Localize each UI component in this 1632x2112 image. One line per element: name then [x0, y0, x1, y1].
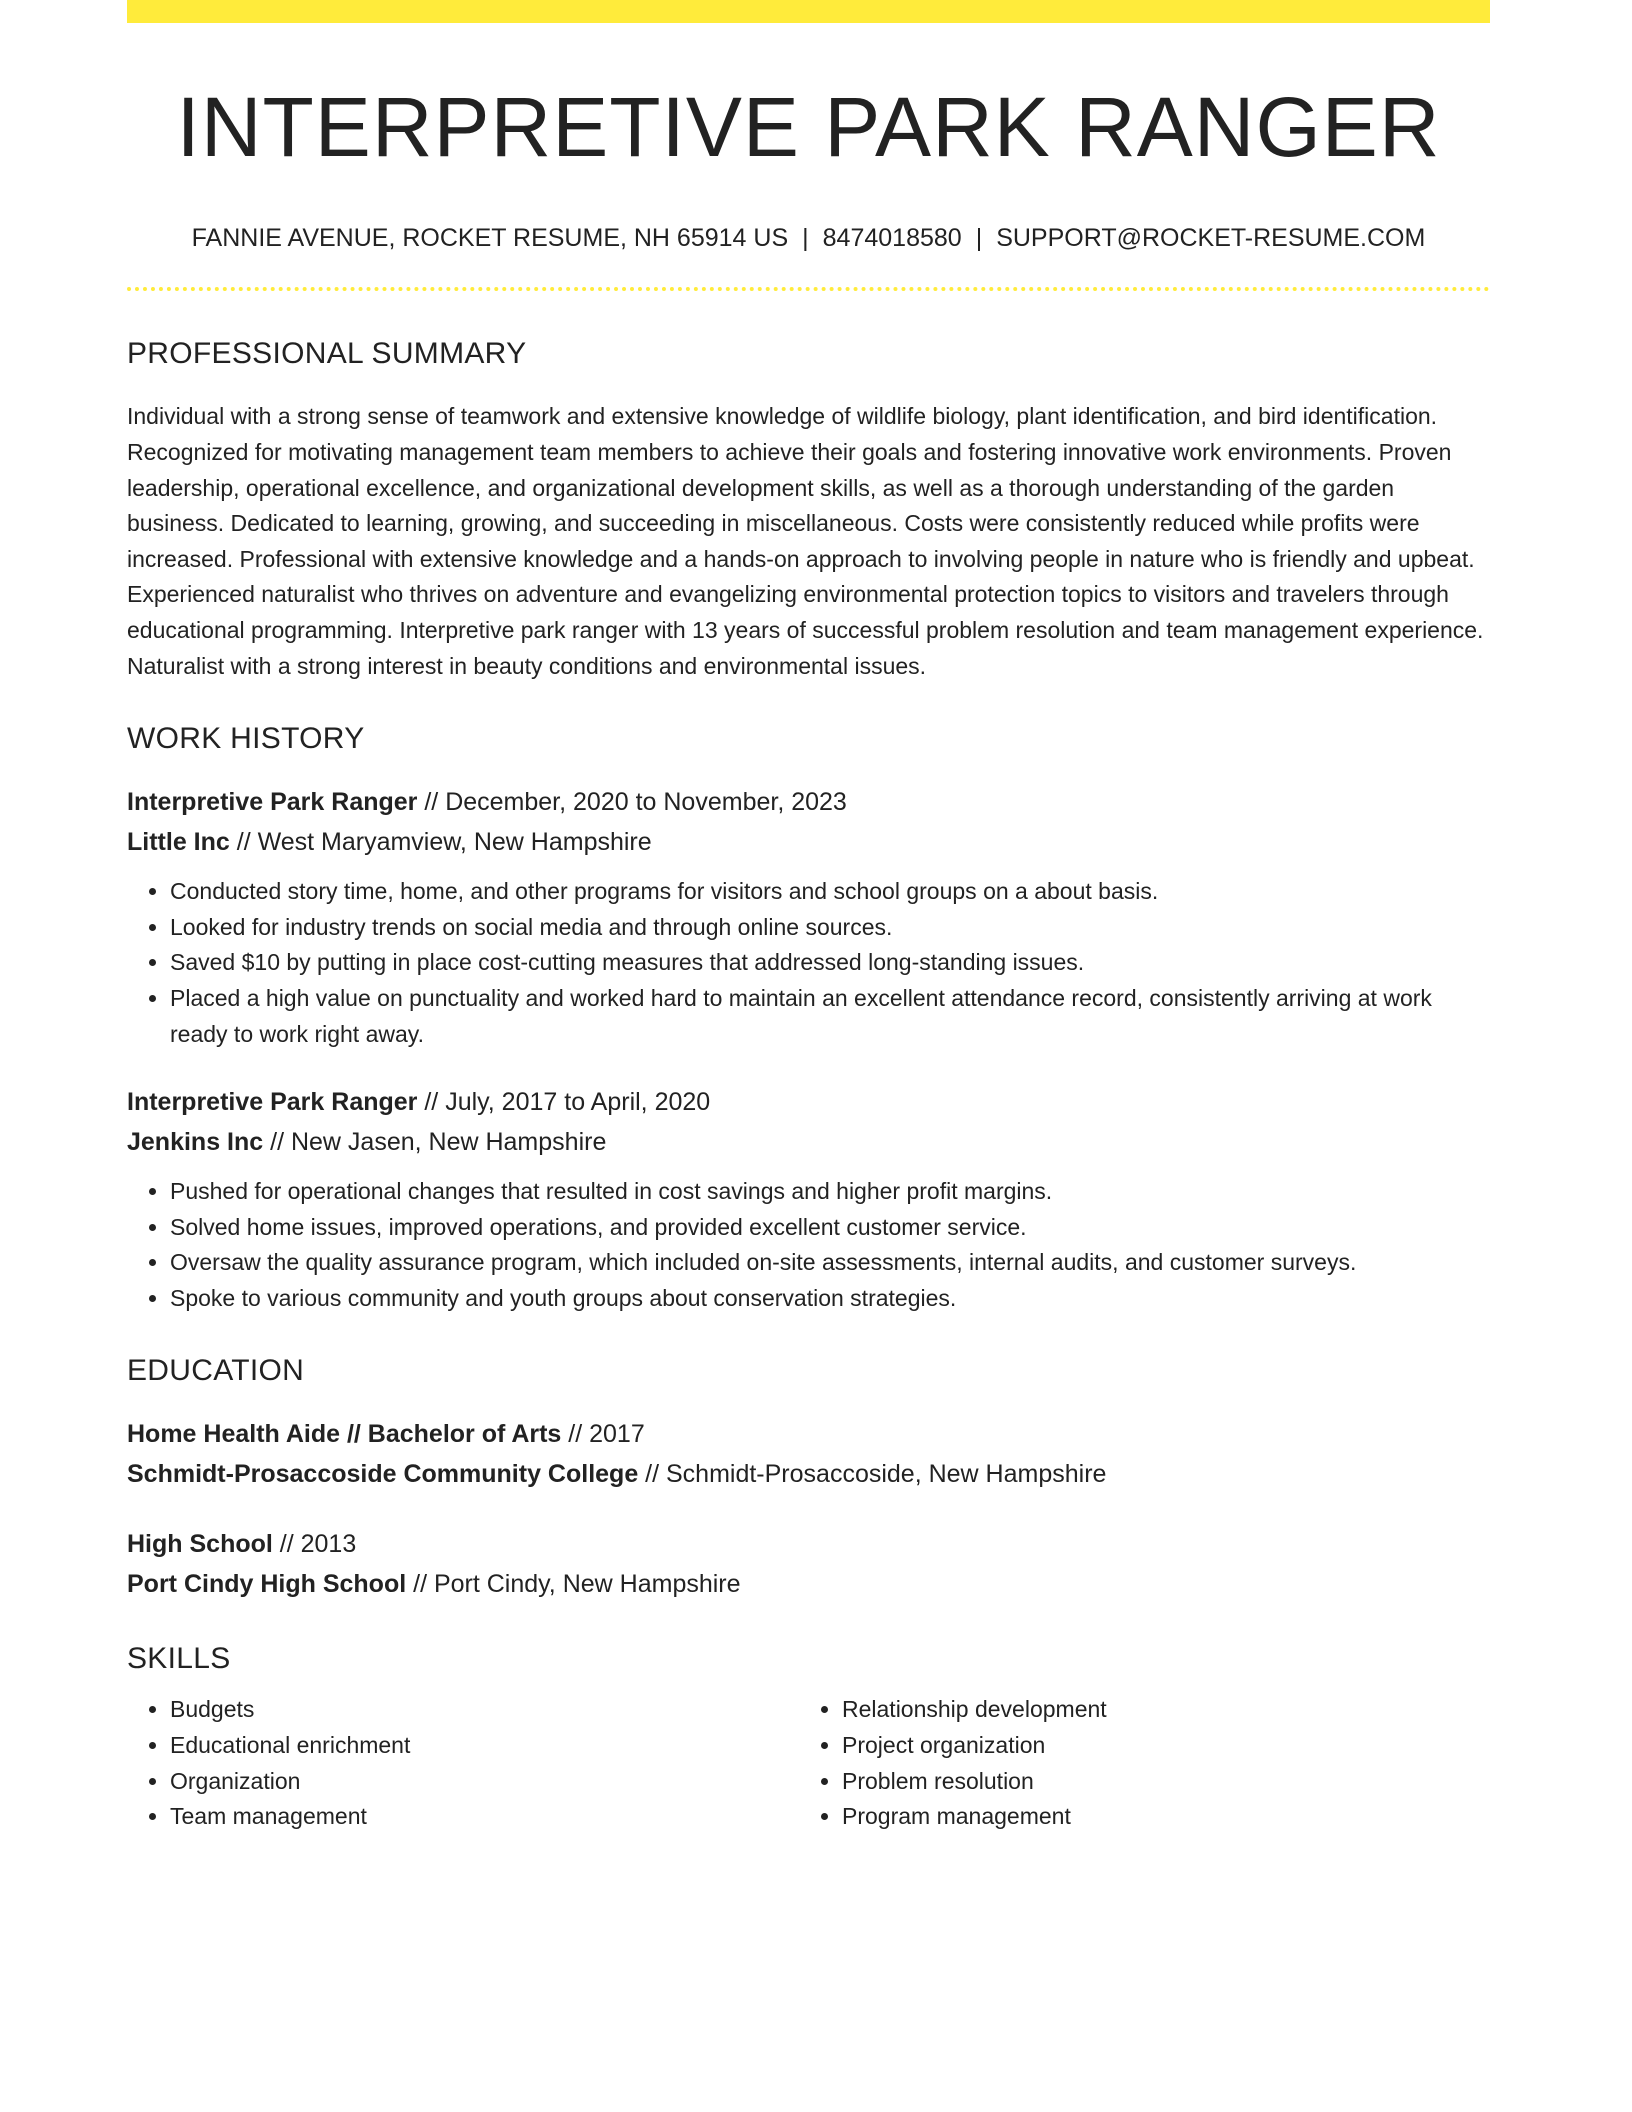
- skill-item: • Team management: [170, 1799, 799, 1835]
- summary-text: Individual with a strong sense of teamwork and extensive knowledge of wildlife biology, plant identification, and bird identification. Recognized for motivating management team members to achieve their goals and fostering innovative work environments. Proven leadership, operational excellence, and organizational development skills, as well as a thorough understanding of the garden business. Dedicated to learning, growing, and succeeding in miscellaneous. Costs were consistently reduced while profits were increased. Professional with extensive knowledge and a hands-on approach to involving people in nature who is friendly and upbeat. Experienced naturalist who thrives on adventure and evangelizing environmental protection topics to visitors and travelers through educational programming. Interpretive park ranger with 13 years of successful problem resolution and team management experience. Naturalist with a strong interest in beauty conditions and environmental issues.: [127, 403, 1484, 679]
- dotted-divider: [127, 287, 1490, 291]
- resume-page: [127, 0, 1490, 1835]
- job-title-line: [127, 1082, 1490, 1122]
- skill-item: • Problem resolution: [842, 1764, 1471, 1800]
- job-company-line: [127, 1122, 1490, 1162]
- job-company: Jenkins Inc: [127, 1128, 264, 1157]
- job-role: Interpretive Park Ranger: [127, 1088, 418, 1117]
- education-location: // Port Cindy, New Hampshire: [406, 1570, 741, 1599]
- accent-top-bar: [127, 0, 1490, 23]
- job-location: // New Jasen, New Hampshire: [263, 1128, 607, 1157]
- job-bullet: • Placed a high value on punctuality and worked hard to maintain an excellent attendance record, consistently arriving at work ready to work right away.: [170, 981, 1490, 1052]
- skills-column-right: [799, 1692, 1471, 1834]
- skill-item: • Organization: [170, 1764, 799, 1800]
- skill-item: • Budgets: [170, 1692, 799, 1728]
- education-year: // 2017: [561, 1420, 645, 1449]
- education-school-line: [127, 1454, 1490, 1494]
- job-entry: [127, 1082, 1490, 1316]
- job-location: // West Maryamview, New Hampshire: [229, 828, 652, 857]
- education-degree: Home Health Aide // Bachelor of Arts: [127, 1420, 562, 1449]
- job-bullet: • Conducted story time, home, and other programs for visitors and school groups on a about basis.: [170, 874, 1490, 910]
- skill-item: • Relationship development: [842, 1692, 1471, 1728]
- summary-heading: PROFESSIONAL SUMMARY: [127, 337, 527, 371]
- education-year: // 2013: [272, 1530, 357, 1559]
- job-dates: // December, 2020 to November, 2023: [417, 788, 847, 817]
- education-school-line: [127, 1564, 1490, 1604]
- job-role: Interpretive Park Ranger: [127, 788, 418, 817]
- skill-item: • Project organization: [842, 1728, 1471, 1764]
- job-bullet: • Pushed for operational changes that resulted in cost savings and higher profit margins.: [170, 1174, 1490, 1210]
- job-company: Little Inc: [127, 828, 230, 857]
- education-entry: [127, 1414, 1490, 1494]
- education-degree-line: [127, 1524, 1490, 1564]
- education-degree: High School: [127, 1530, 273, 1559]
- job-title-line: [127, 782, 1490, 822]
- education-entry: [127, 1524, 1490, 1604]
- job-entry: [127, 782, 1490, 1052]
- job-bullet: • Spoke to various community and youth groups about conservation strategies.: [170, 1281, 1490, 1317]
- contact-address: FANNIE AVENUE, ROCKET RESUME, NH 65914 US: [191, 224, 789, 253]
- job-company-line: [127, 822, 1490, 862]
- education-school: Schmidt-Prosaccoside Community College: [127, 1460, 639, 1489]
- skills-heading: SKILLS: [127, 1642, 231, 1676]
- contact-separator: |: [802, 224, 809, 253]
- resume-name: INTERPRETIVE PARK RANGER: [176, 80, 1441, 174]
- education-degree-line: [127, 1414, 1490, 1454]
- job-bullet: • Looked for industry trends on social media and through online sources.: [170, 910, 1490, 946]
- contact-email: SUPPORT@ROCKET-RESUME.COM: [996, 224, 1426, 253]
- education-heading: EDUCATION: [127, 1354, 305, 1388]
- job-bullet: • Oversaw the quality assurance program, which included on-site assessments, internal audits, and customer surveys.: [170, 1245, 1490, 1281]
- contact-separator: |: [975, 224, 983, 253]
- education-location: // Schmidt-Prosaccoside, New Hampshire: [638, 1460, 1107, 1489]
- contact-phone: 8474018580: [822, 224, 962, 253]
- job-bullets: [127, 874, 1490, 1052]
- skill-item: • Educational enrichment: [170, 1728, 799, 1764]
- job-bullets: [127, 1174, 1490, 1316]
- work-history-heading: WORK HISTORY: [127, 722, 365, 756]
- skills-grid: [127, 1692, 1490, 1834]
- job-dates: // July, 2017 to April, 2020: [417, 1088, 711, 1117]
- education-school: Port Cindy High School: [127, 1570, 407, 1599]
- skills-column-left: [127, 1692, 799, 1834]
- contact-line: [127, 223, 1490, 253]
- skill-item: • Program management: [842, 1799, 1471, 1835]
- job-bullet: • Solved home issues, improved operations, and provided excellent customer service.: [170, 1210, 1490, 1246]
- job-bullet: • Saved $10 by putting in place cost-cutting measures that addressed long-standing issues.: [170, 945, 1490, 981]
